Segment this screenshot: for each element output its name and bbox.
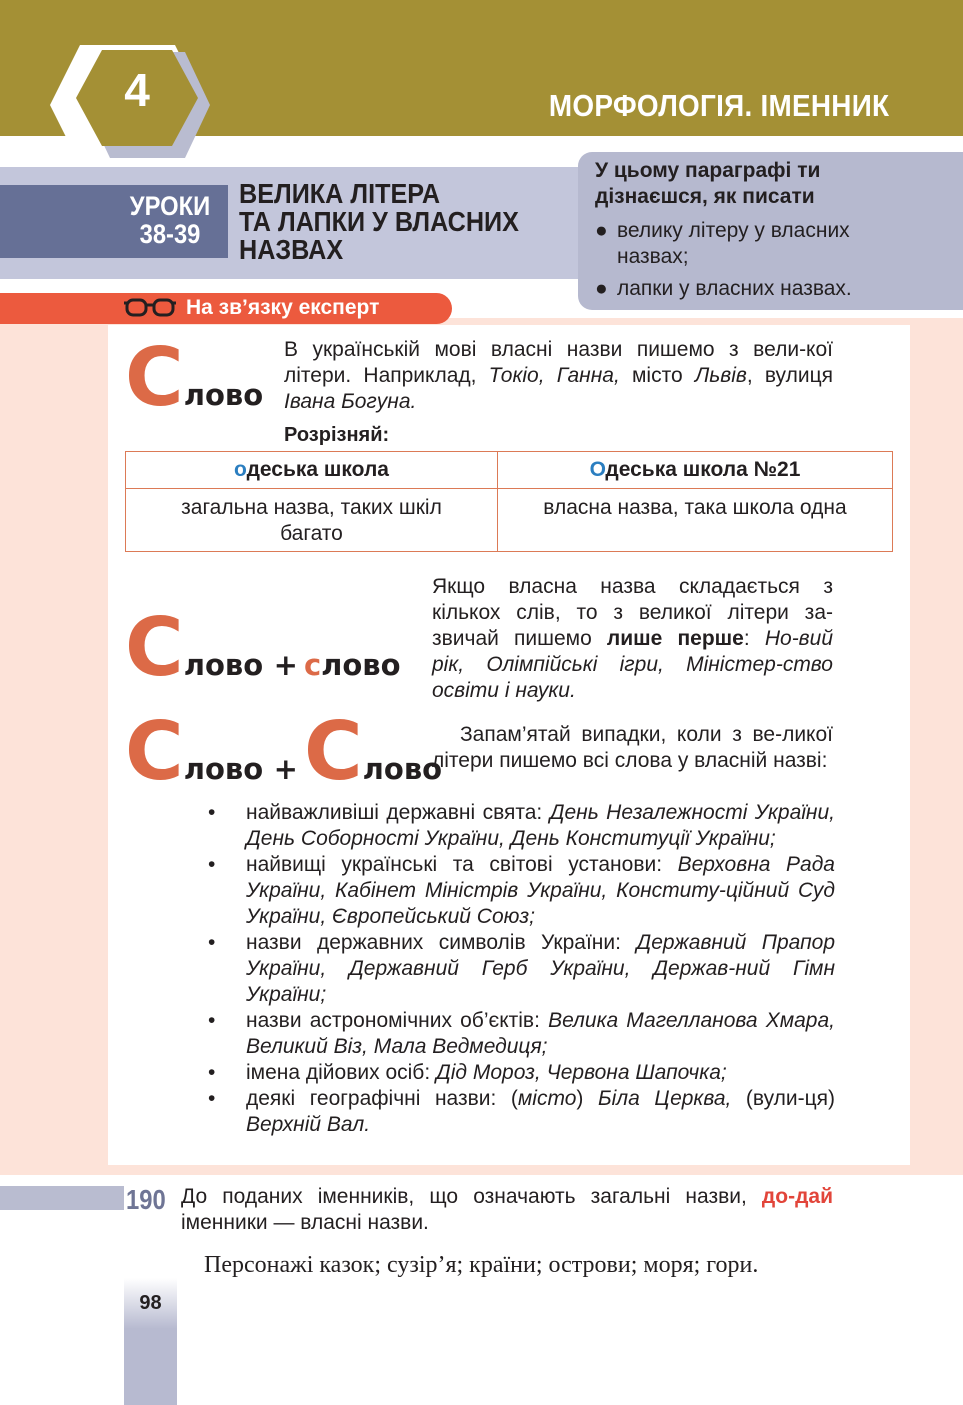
header-text: деська школа <box>246 458 389 481</box>
header-text: деська школа №21 <box>605 458 801 481</box>
slovo-rest: лово <box>362 752 443 786</box>
exercise-action-word: до-дай <box>761 1185 833 1208</box>
exercise-text <box>181 1184 833 1236</box>
bullet-icon: • <box>208 1009 216 1032</box>
page-number: 98 <box>139 1292 162 1314</box>
goal-item-text: назвах; <box>617 245 689 268</box>
chapter-hexagon <box>50 40 210 170</box>
highlight-letter: О <box>589 458 606 481</box>
table-header-cell <box>498 452 893 489</box>
plus-sign: + <box>273 648 298 682</box>
list-item-example: Верховна Рада України, Кабінет Міністрів України, Конститу-ційний Суд України, Європейський Союз; <box>246 853 835 928</box>
bullet-icon: • <box>208 1087 216 1110</box>
rule-example: Но-вий рік, Олімпійські ігри, Міністер-ство освіти і науки. <box>432 627 834 702</box>
distinguish-label: Розрізняй: <box>284 424 390 446</box>
list-item <box>205 930 835 1008</box>
goals-heading-line2: дізнаєшся, як писати <box>595 185 815 208</box>
table-row <box>126 489 893 552</box>
rule-emphasis: лише перше <box>606 627 744 650</box>
highlight-letter: о <box>234 458 247 481</box>
list-item <box>205 1086 835 1138</box>
lesson-label-line2: 38-39 <box>139 219 201 249</box>
goal-item <box>595 276 925 302</box>
lesson-title-line: НАЗВАХ <box>239 234 344 265</box>
goals-heading <box>595 158 895 210</box>
list-item-example: Верхній Вал. <box>246 1113 371 1136</box>
slovo-rest: лово <box>183 378 264 412</box>
list-item-text: найвищі українські та світові установи: <box>246 853 678 876</box>
exercise-words: Персонажі казок; сузір’я; країни; острови; моря; гори. <box>204 1252 759 1278</box>
list-item-text: назви державних символів України: <box>246 931 637 954</box>
list-item-text: назви астрономічних об’єктів: <box>246 1009 549 1032</box>
list-item-example: Дід Мороз, Червона Шапочка; <box>435 1061 727 1084</box>
list-item <box>205 852 835 930</box>
plus-sign: + <box>273 752 298 786</box>
list-item-example: Біла Церква, <box>597 1087 732 1110</box>
slovo-logo <box>125 331 264 424</box>
list-item <box>205 1060 835 1086</box>
exercise-instruction: іменники — власні назви. <box>181 1211 429 1234</box>
section-title: МОРФОЛОГІЯ. ІМЕННИК <box>548 88 889 123</box>
list-item-text: найважливіші державні свята: <box>246 801 550 824</box>
capital-cases-list <box>205 800 835 1138</box>
slovo-rest: лово <box>321 648 401 682</box>
list-item-example: Державний Прапор України, Державний Герб України, Держав-ний Гімн України; <box>246 931 835 1006</box>
glasses-icon <box>124 297 176 319</box>
table-header-row <box>126 452 893 489</box>
bullet-icon: • <box>208 853 216 876</box>
expert-label: На зв’язку експерт <box>186 296 380 319</box>
lesson-title <box>239 180 545 264</box>
rule-text: , вулиця <box>746 364 833 387</box>
list-item-example: місто <box>517 1087 577 1110</box>
lesson-label <box>126 192 214 248</box>
exercise-bar <box>0 1186 124 1210</box>
lesson-title-line: ВЕЛИКА ЛІТЕРА <box>239 178 441 209</box>
chapter-number: 4 <box>124 64 150 116</box>
goal-item-text: лапки у власних назвах. <box>617 277 852 300</box>
list-item <box>205 800 835 852</box>
lesson-label-line1: УРОКИ <box>129 191 211 221</box>
exercise-number: 190 <box>126 1184 166 1215</box>
slovo-rest: лово <box>183 752 264 786</box>
goal-item <box>595 218 925 270</box>
rule-example: Івана Богуна. <box>284 390 417 413</box>
list-item-example: День Незалежності України, День Соборності України, День Конституції України; <box>246 801 835 850</box>
list-item-text: деякі географічні назви: ( <box>246 1087 518 1110</box>
bullet-icon: • <box>208 931 216 954</box>
slovo-capital-letter: С <box>303 705 363 798</box>
slovo-capital-letter: С <box>125 705 184 798</box>
slovo-small-letter: с <box>303 648 322 682</box>
rule-text: Якщо власна назва складається з кількох слів, то з великої літери за-звичай пишемо <box>432 575 833 650</box>
table-cell: власна назва, така школа одна <box>498 489 893 552</box>
list-item-example: Велика Магелланова Хмара, Великий Віз, Мала Ведмедиця; <box>246 1009 836 1058</box>
bullet-icon: ● <box>595 277 608 300</box>
comparison-table <box>125 451 893 552</box>
rule-text: В українській мові власні назви пишемо з вели-кої літери. Наприклад, <box>284 338 833 387</box>
slovo-capital-letter: С <box>125 331 184 424</box>
slovo-capital-letter: С <box>125 601 184 694</box>
table-cell: загальна назва, таких шкіл багато <box>126 489 498 552</box>
goal-item-text: велику літеру у власних <box>617 219 850 242</box>
rule3-text: Запам’ятай випадки, коли з ве-ликої літери пишемо всі слова у власній назві: <box>432 723 833 772</box>
bullet-icon: • <box>208 801 216 824</box>
exercise-instruction: До поданих іменників, що означають загальні назви, <box>181 1185 762 1208</box>
list-item-text: (вули-ця) <box>731 1087 835 1110</box>
table-header-cell <box>126 452 498 489</box>
list-item-text: імена дійових осіб: <box>246 1061 436 1084</box>
rule-example: Львів <box>694 364 747 387</box>
list-item <box>205 1008 835 1060</box>
slovo-plus-slovo-capital-logo <box>125 705 443 798</box>
list-item-text: ) <box>576 1087 598 1110</box>
slovo-plus-slovo-logo <box>125 601 401 694</box>
rule1-text <box>284 337 833 415</box>
bullet-icon: • <box>208 1061 216 1084</box>
rule-example: Токіо, Ганна, <box>488 364 620 387</box>
rule-text: місто <box>619 364 695 387</box>
rule2-text <box>432 574 833 704</box>
lesson-title-line: ТА ЛАПКИ У ВЛАСНИХ <box>239 206 519 237</box>
bullet-icon: ● <box>595 219 608 242</box>
rule-text: : <box>743 627 765 650</box>
goals-heading-line1: У цьому параграфі ти <box>595 159 821 182</box>
slovo-rest: лово <box>183 648 264 682</box>
